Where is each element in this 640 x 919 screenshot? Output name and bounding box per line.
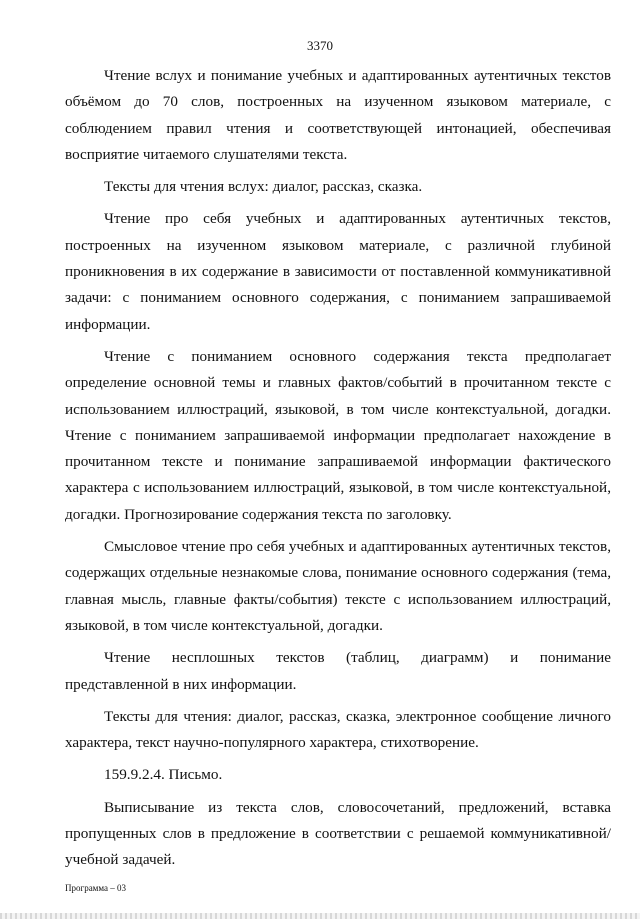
paragraph-main-content-reading: Чтение с пониманием основного содержания текста предполагает определение основной темы и главных фактов/событий в прочитанном тексте с использованием иллюстраций, языковой, в том числе контекстуальной, догадки. Чтение с пониманием запрашиваемой информации предполагает нахождение в прочитанном тексте и понимание запрашиваемой информации фактического характера с использованием иллюстраций, языковой, в том числе контекстуальной, догадки. Прогнозирование содержания текста по заголовку. — [65, 347, 611, 523]
paragraph-reading-texts: Тексты для чтения: диалог, рассказ, сказка, электронное сообщение личного характера, текст научно-популярного характера, стихотворение. — [65, 707, 611, 752]
paragraph-semantic-reading: Смысловое чтение про себя учебных и адаптированных аутентичных текстов, содержащих отдельные незнакомые слова, понимание основного содержания (тема, главная мысль, главные факты/события) тексте с использованием иллюстраций, языковой, в том числе контекстуальной, догадки. — [65, 538, 611, 634]
document-body — [65, 63, 611, 874]
section-heading-writing: 159.9.2.4. Письмо. — [104, 766, 223, 784]
paragraph-silent-reading: Чтение про себя учебных и адаптированных аутентичных текстов, построенных на изученном языковом материале, с различной глубиной проникновения в их содержание в зависимости от поставленной коммуникативной задачи: с пониманием основного содержания, с пониманием запрашиваемой информации. — [65, 210, 611, 333]
paragraph-texts-aloud: Тексты для чтения вслух: диалог, рассказ, сказка. — [104, 178, 423, 196]
page-number: 3370 — [307, 38, 333, 53]
scan-edge-artifact — [0, 913, 640, 919]
paragraph-reading-aloud: Чтение вслух и понимание учебных и адаптированных аутентичных текстов объёмом до 70 слов, построенных на изученном языковом материале, с соблюдением правил чтения и соответствующей интонацией, обеспечивая восприятие читаемого слушателями текста. — [65, 67, 611, 163]
footer-program-label: Программа – 03 — [65, 883, 127, 893]
paragraph-non-continuous-texts: Чтение несплошных текстов (таблиц, диаграмм) и понимание представленной в них информации. — [65, 649, 611, 693]
paragraph-writing-out: Выписывание из текста слов, словосочетаний, предложений, вставка пропущенных слов в предложение в соответствии с решаемой коммуникативной/учебной задачей. — [65, 798, 611, 869]
